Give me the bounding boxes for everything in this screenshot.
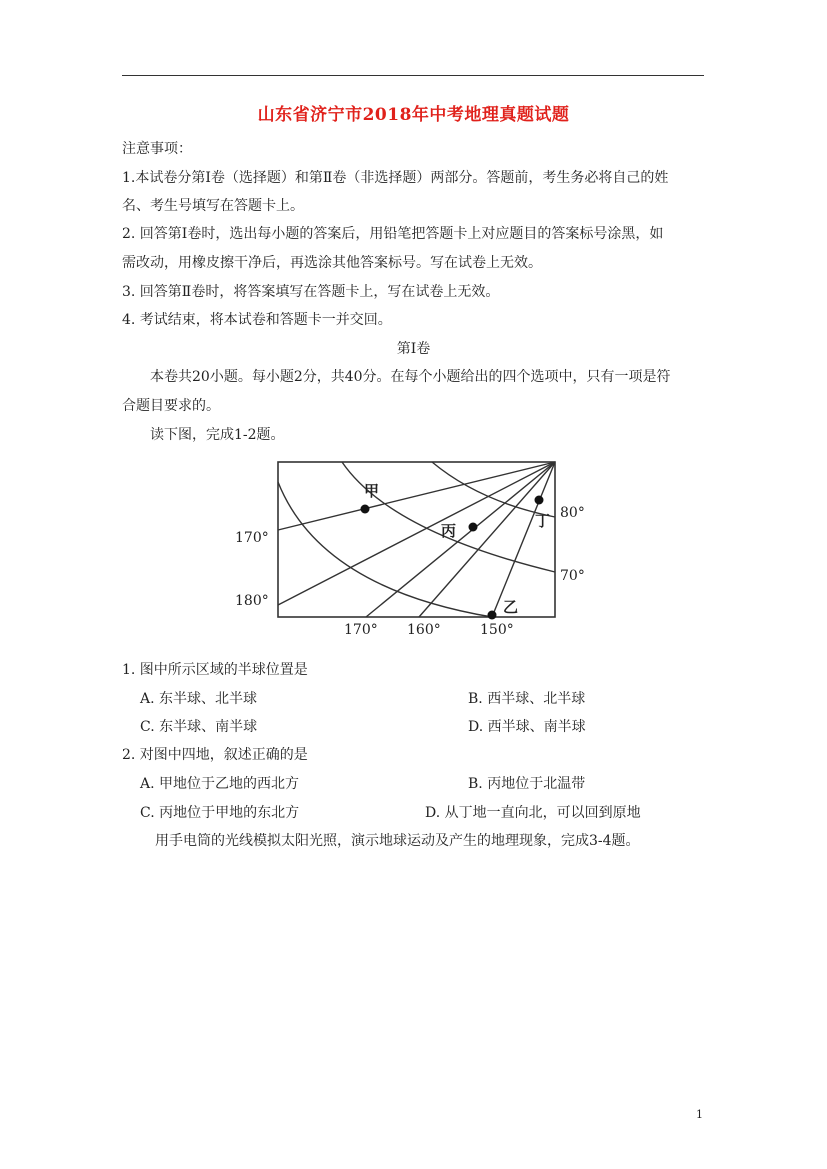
point-label-yi: 乙 (503, 598, 519, 616)
header-rule (122, 75, 704, 76)
question-option: B. 丙地位于北温带 (468, 776, 586, 792)
question-stem: 2. 对图中四地，叙述正确的是 (122, 747, 308, 763)
notice-item: 名、考生号填写在答题卡上。 (122, 198, 304, 214)
map-frame (278, 462, 555, 617)
read-map-instruction: 读下图，完成1-2题。 (150, 427, 285, 443)
notice-item: 1.本试卷分第Ⅰ卷（选择题）和第Ⅱ卷（非选择题）两部分。答题前，考生务必将自己的姓 (122, 170, 669, 186)
bottom-label: 150° (480, 622, 514, 638)
bottom-label: 160° (407, 622, 441, 638)
notice-item: 3. 回答第Ⅱ卷时，将答案填写在答题卡上，写在试卷上无效。 (122, 284, 500, 300)
question-option: D. 从丁地一直向北，可以回到原地 (425, 805, 641, 821)
notice-item: 4. 考试结束，将本试卷和答题卡一并交回。 (122, 312, 392, 328)
meridian-line (278, 462, 555, 605)
meridian-line (419, 462, 555, 617)
point-yi (488, 611, 497, 620)
question-option: D. 西半球、南半球 (468, 719, 586, 735)
graticule-map (230, 450, 600, 650)
point-label-ding: 丁 (535, 512, 551, 530)
section-intro: 本卷共20小题。每小题2分，共40分。在每个小题给出的四个选项中，只有一项是符 (150, 369, 671, 385)
bottom-label: 170° (344, 622, 378, 638)
page-title: 山东省济宁市2018年中考地理真题试题 (257, 105, 570, 125)
question-option: C. 东半球、南半球 (140, 719, 258, 735)
question-option: A. 东半球、北半球 (140, 691, 258, 707)
right-label: 80° (560, 505, 585, 521)
point-bing (469, 523, 478, 532)
notice-heading: 注意事项： (122, 141, 192, 157)
meridian-line (492, 462, 555, 617)
section-intro: 合题目要求的。 (122, 398, 220, 414)
left-label: 170° (235, 530, 269, 546)
notice-item: 2. 回答第Ⅰ卷时，选出每小题的答案后，用铅笔把答题卡上对应题目的答案标号涂黑，如 (122, 226, 664, 242)
question-stem: 1. 图中所示区域的半球位置是 (122, 662, 308, 678)
next-question-intro: 用手电筒的光线模拟太阳光照，演示地球运动及产生的地理现象，完成3-4题。 (155, 833, 640, 849)
question-option: A. 甲地位于乙地的西北方 (140, 776, 300, 792)
section-heading: 第Ⅰ卷 (396, 341, 431, 357)
point-ding (535, 496, 544, 505)
notice-item: 需改动，用橡皮擦干净后，再选涂其他答案标号。写在试卷上无效。 (122, 255, 542, 271)
right-label: 70° (560, 568, 585, 584)
question-option: B. 西半球、北半球 (468, 691, 586, 707)
point-label-bing: 丙 (441, 522, 457, 540)
point-jia (361, 505, 370, 514)
page-number: 1 (696, 1108, 703, 1121)
point-label-jia: 甲 (364, 482, 380, 500)
left-label: 180° (235, 593, 269, 609)
question-option: C. 丙地位于甲地的东北方 (140, 805, 300, 821)
